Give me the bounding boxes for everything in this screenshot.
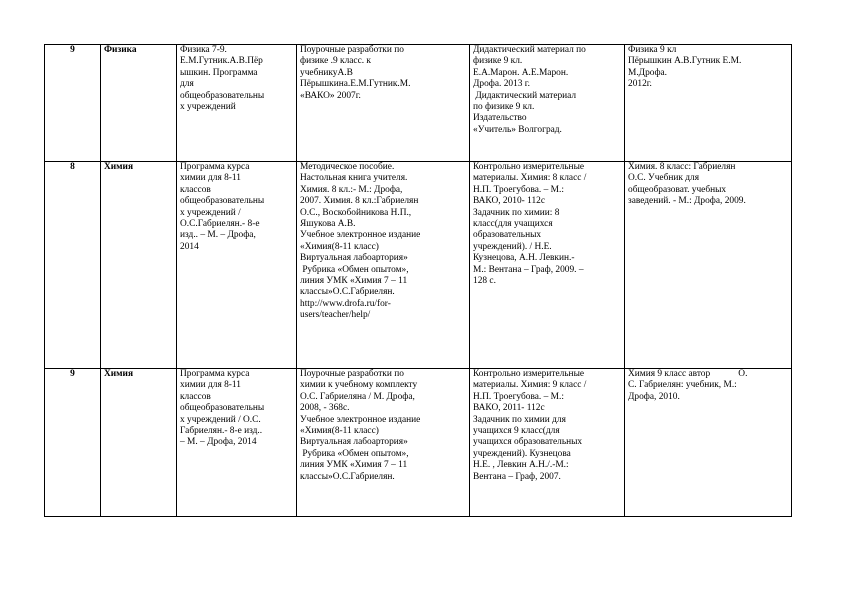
methodical-cell: [297, 45, 470, 162]
cell-text-line: 2014: [180, 241, 199, 252]
cell-text-line: М.: Вентана – Граф, 2009. –: [473, 264, 584, 275]
cell-text-line: линия УМК «Химия 7 – 11: [300, 276, 408, 287]
cell-text-line: Учебное электронное издание: [300, 414, 421, 425]
cell-text-line: учреждений). / Н.Е.: [473, 241, 552, 252]
cell-text-line: Издательство: [473, 113, 527, 124]
cell-text-line: общеобразовательны: [180, 90, 265, 101]
cell-text-line: классы»О.С.Габриелян.: [300, 287, 395, 298]
cell-text-line: Пёрышкин А.В.Гутник Е.М.: [628, 56, 742, 67]
cell-text-line: общеобразовательны: [180, 403, 265, 414]
cell-text-line: классов: [180, 391, 211, 402]
cell-text-line: материалы. Химия: 8 класс /: [473, 173, 587, 184]
cell-text-line: Н.П. Троегубова. – М.:: [473, 184, 564, 195]
cell-text-line: классы»О.С.Габриелян.: [300, 471, 395, 482]
subject-cell: Химия: [101, 369, 177, 517]
cell-text-line: х учреждений / О.С.: [180, 414, 261, 425]
cell-text-line: учреждений). Кузнецова: [473, 448, 571, 459]
cell-text-line: химии к учебному комплекту: [300, 380, 418, 391]
program-cell: [177, 369, 297, 517]
cell-text-line: 2012г.: [628, 79, 652, 90]
cell-text-line: Химия 9 класс автор О.: [628, 369, 748, 379]
cell-text-line: Вентана – Граф, 2007.: [473, 471, 561, 482]
cell-text-line: Физика 9 кл: [628, 45, 677, 55]
grade-cell: 9: [45, 369, 101, 517]
methodical-cell: [297, 369, 470, 517]
cell-text-line: О.С., Воскобойникова Н.П.,: [300, 207, 412, 218]
cell-text-line: «Химия(8-11 класс): [300, 241, 379, 252]
cell-text-line: Контрольно измерительные: [473, 369, 585, 379]
textbook-cell: [625, 162, 792, 369]
cell-text-line: Дидактический материал по: [473, 45, 586, 55]
cell-text-line: 128 с.: [473, 276, 496, 287]
cell-text-line: учебникуА.В: [300, 67, 353, 78]
cell-text-line: Дрофа, 2010.: [628, 391, 680, 402]
cell-text-line: Программа курса: [180, 162, 250, 172]
cell-text-line: Виртуальная лабоартория»: [300, 437, 408, 448]
cell-text-line: класс(для учащихся: [473, 219, 553, 230]
cell-text-line: изд.. – М. – Дрофа,: [180, 230, 256, 241]
cell-text-line: Учебное электронное издание: [300, 230, 421, 241]
table-row: [45, 369, 792, 517]
cell-text-line: образовательных: [473, 230, 542, 241]
cell-text-line: для: [180, 79, 194, 90]
cell-text-line: Задачник по химии: 8: [473, 207, 560, 218]
cell-text-line: Поурочные разработки по: [300, 45, 404, 55]
grade-cell: 9: [45, 45, 101, 162]
cell-text-line: О.С.Габриелян.- 8-е: [180, 219, 260, 230]
cell-text-line: Рубрика «Обмен опытом»,: [300, 264, 409, 275]
table-row: [45, 45, 792, 162]
cell-text-line: Е.М.Гутник.А.В.Пёр: [180, 56, 263, 67]
cell-text-line: Методическое пособие.: [300, 162, 395, 172]
cell-text-line: ышкин. Программа: [180, 67, 258, 78]
cell-text-line: Задачник по химии для: [473, 414, 566, 425]
cell-text-line: х учреждений /: [180, 207, 241, 218]
cell-text-line: Н.П. Троегубова. – М.:: [473, 391, 564, 402]
cell-text-line: 2007. Химия. 8 кл.:Габриелян: [300, 196, 419, 207]
cell-text-line: линия УМК «Химия 7 – 11: [300, 460, 408, 471]
didactic-cell: [470, 162, 625, 369]
cell-text-line: О.С. Учебник для: [628, 173, 700, 184]
cell-text-line: 2008, - 368с.: [300, 403, 350, 414]
cell-text-line: О.С. Габриеляна / М. Дрофа,: [300, 391, 415, 402]
cell-text-line: Дрофа. 2013 г.: [473, 79, 530, 90]
cell-text-line: С. Габриелян: учебник, М.:: [628, 380, 737, 391]
cell-text-line: заведений. - М.: Дрофа, 2009.: [628, 196, 746, 207]
cell-text-line: Яшукова А.В.: [300, 219, 356, 230]
cell-text-line: Контрольно измерительные: [473, 162, 585, 172]
cell-text-line: http://www.drofa.ru/for-: [300, 298, 391, 309]
cell-text-line: ВАКО, 2011- 112с: [473, 403, 545, 414]
cell-text-line: – М. – Дрофа, 2014: [180, 437, 257, 448]
cell-text-line: Виртуальная лабоартория»: [300, 253, 408, 264]
cell-text-line: химии для 8-11: [180, 380, 241, 391]
cell-text-line: «Химия(8-11 класс): [300, 426, 379, 437]
didactic-cell: [470, 45, 625, 162]
cell-text-line: общеобразовательны: [180, 196, 265, 207]
table-body: [45, 45, 792, 517]
table-row: [45, 162, 792, 369]
textbook-cell: [625, 369, 792, 517]
cell-text-line: Кузнецова, А.Н. Левкин.-: [473, 253, 575, 264]
cell-text-line: х учреждений: [180, 102, 236, 113]
cell-text-line: Поурочные разработки по: [300, 369, 404, 379]
cell-text-line: Химия. 8 кл.:- М.: Дрофа,: [300, 184, 403, 195]
cell-text-line: «ВАКО» 2007г.: [300, 90, 361, 101]
cell-text-line: классов: [180, 184, 211, 195]
cell-text-line: химии для 8-11: [180, 173, 241, 184]
curriculum-table: [44, 44, 792, 517]
cell-text-line: М.Дрофа.: [628, 67, 668, 78]
cell-text-line: Н.Е. , Левкин А.Н./.-М.:: [473, 460, 569, 471]
cell-text-line: ВАКО, 2010- 112с: [473, 196, 545, 207]
cell-text-line: общеобразоват. учебных: [628, 184, 727, 195]
program-cell: [177, 162, 297, 369]
cell-text-line: учащихся образовательных: [473, 437, 583, 448]
program-cell: [177, 45, 297, 162]
textbook-cell: [625, 45, 792, 162]
cell-text-line: Дидактический материал: [473, 90, 577, 101]
methodical-cell: [297, 162, 470, 369]
subject-cell: Физика: [101, 45, 177, 162]
cell-text-line: Химия. 8 класс: Габриелян: [628, 162, 736, 172]
cell-text-line: физике 9 кл.: [473, 56, 523, 67]
cell-text-line: Программа курса: [180, 369, 250, 379]
cell-text-line: Пёрышкина.Е.М.Гутник.М.: [300, 79, 411, 90]
cell-text-line: Настольная книга учителя.: [300, 173, 408, 184]
didactic-cell: [470, 369, 625, 517]
cell-text-line: Е.А.Марон. А.Е.Марон.: [473, 67, 569, 78]
cell-text-line: физике .9 класс. к: [300, 56, 371, 67]
cell-text-line: Физика 7-9.: [180, 45, 227, 55]
cell-text-line: материалы. Химия: 9 класс /: [473, 380, 587, 391]
grade-cell: 8: [45, 162, 101, 369]
cell-text-line: учащихся 9 класс(для: [473, 426, 560, 437]
cell-text-line: Габриелян.- 8-е изд..: [180, 426, 263, 437]
subject-cell: Химия: [101, 162, 177, 369]
cell-text-line: users/teacher/help/: [300, 310, 371, 321]
cell-text-line: по физике 9 кл.: [473, 102, 535, 113]
cell-text-line: «Учитель» Волгоград.: [473, 124, 562, 135]
cell-text-line: Рубрика «Обмен опытом»,: [300, 448, 409, 459]
